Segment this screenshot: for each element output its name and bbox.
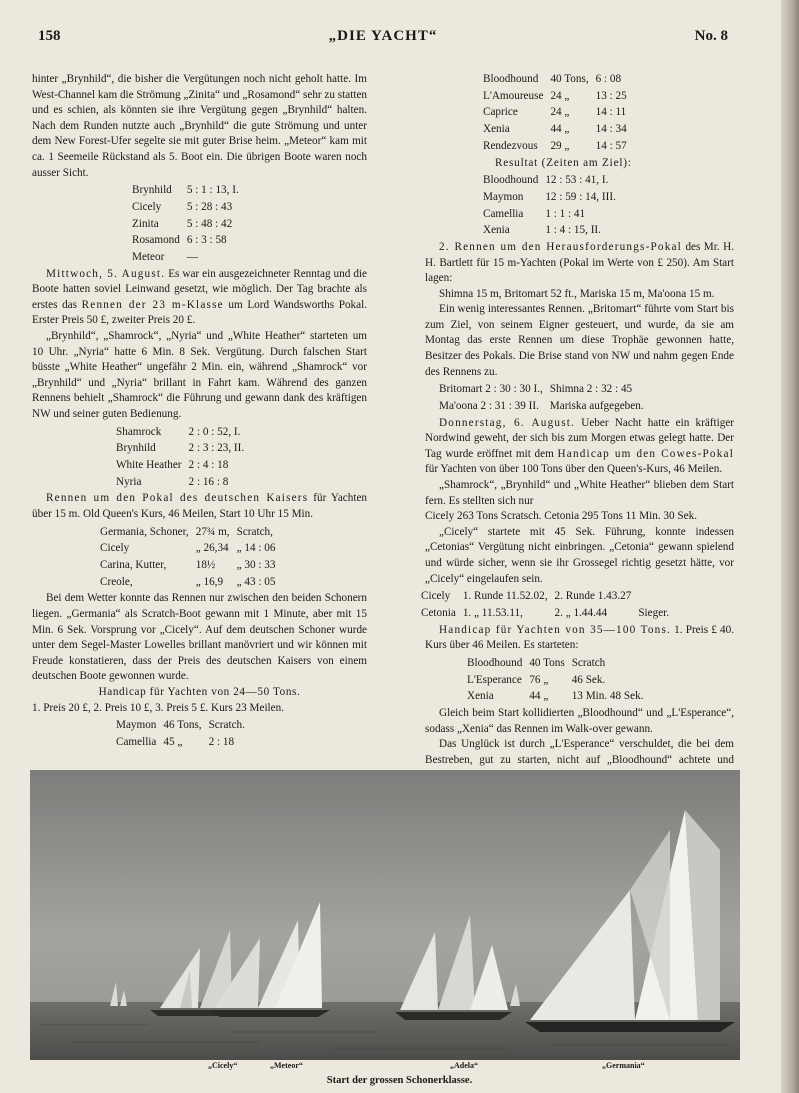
paragraph-text: 1. Preis £ 40. Kurs über 46 Meilen. Es starteten:: [425, 623, 735, 652]
result-cell-time: Scratch: [571, 656, 606, 669]
paragraph: Gleich beim Start kollidierten „Bloodhound“ und „L'Esperance“, sodass „Xenia“ das Rennen im Walk-over gewann.: [425, 706, 734, 735]
entry-line: Cicely 263 Tons Scratsch. Cetonia 295 Tons 11 Min. 30 Sek.: [425, 510, 697, 523]
result-cell-time: 6 : 3 : 58: [186, 234, 227, 247]
result-cell-tons: 44 „: [550, 123, 570, 136]
result-row: [483, 139, 632, 154]
result-cell-name: Rendezvous: [483, 139, 538, 152]
result-row: [116, 735, 250, 750]
paragraph-text: Es war ein ausgezeichneter Renntag und die Boote hatten soviel Leinwand gesetzt, wie möglich. Der Tag brachte als erstes das: [32, 267, 367, 311]
result-cell-rating: „ 26,34: [195, 542, 229, 555]
result-row: [132, 250, 244, 265]
result-cell-name: Camellia: [116, 735, 157, 748]
race-heading: Handicap für Yachten von 35—100 Tons.: [439, 623, 671, 636]
results-table: [98, 523, 282, 592]
result-cell-b: 1. „ 11.53.11,: [462, 606, 523, 619]
result-cell-name: Bloodhound: [483, 73, 539, 85]
paragraph: [425, 240, 734, 287]
result-row: [483, 89, 632, 104]
result-cell-name: Brynhild: [116, 442, 156, 455]
result-cell-time: 46 Sek.: [571, 673, 606, 686]
result-row: [483, 72, 632, 87]
paragraph-text: um Lord Wandsworths Pokal. Erster Preis 50 £, zweiter Preis 20 £.: [32, 298, 368, 327]
result-row: [116, 425, 249, 440]
result-row: [483, 105, 632, 120]
paragraph: „Shamrock“, „Brynhild“ und „White Heather“ blieben dem Start fern. Es stellten sich nur: [425, 479, 734, 507]
result-row: [132, 217, 244, 232]
result-cell-name: White Heather: [116, 459, 182, 472]
result-cell-tons: 40 Tons: [529, 656, 565, 669]
result-cell-time: „ 30 : 33: [236, 559, 276, 572]
photo-labels: [30, 1061, 740, 1075]
result-cell-time: 2 : 16 : 8: [188, 475, 229, 488]
result-row: [421, 589, 674, 604]
paragraph: „Brynhild“, „Shamrock“, „Nyria“ und „White Heather“ starteten um 10 Uhr. „Nyria“ hatte 6 Min. 8 Sek. Vergütung. Durch falschen Start büsste „White Heather“ ungefähr 2 Min. ein, während „Shamrock“ vor „Brynhild“ und „Nyria“ brillant in Fahrt kam. Während des ganzen Rennens behielt „Shamrock“ die Führung und gewann dank des kräftigen NW und seiner guten Bedienung.: [32, 330, 367, 421]
result-cell-time: 2 : 0 : 52, I.: [188, 425, 241, 438]
schooner-photo-illustration: [30, 770, 740, 1060]
result-cell-name: Xenia: [483, 224, 510, 237]
results-table: [114, 716, 252, 751]
result-cell-name: Shamrock: [116, 425, 162, 438]
result-row: [100, 558, 280, 573]
paragraph: [32, 267, 367, 329]
result-cell-time: Scratch.: [208, 719, 245, 732]
result-cell-time: 14 : 34: [595, 123, 627, 136]
result-cell-tons: 29 „: [550, 139, 570, 152]
result-row: [116, 458, 249, 473]
result-row: [421, 606, 674, 621]
journal-title: „DIE YACHT“: [328, 28, 438, 44]
label-cicely: „Cicely“: [208, 1061, 238, 1070]
result-cell-time: 2 : 18: [208, 735, 235, 748]
result-cell-name: Bloodhound: [483, 174, 539, 187]
race-heading: Handicap für Yachten von 24—50 Tons.: [98, 685, 301, 698]
result-cell-time: 12 : 53 : 41, I.: [545, 174, 609, 187]
result-row: [116, 718, 250, 733]
result-row: [100, 575, 280, 590]
result-cell-c: 2. „ 1.44.44: [554, 606, 608, 619]
result-row: [100, 525, 280, 540]
result-row: [467, 656, 649, 671]
result-cell-tons: 76 „: [529, 673, 549, 686]
result-row: [483, 122, 632, 137]
result-cell-a: Cicely: [421, 590, 451, 603]
result-row: [483, 223, 621, 238]
right-column: [421, 72, 735, 799]
result-cell-name: Nyria: [116, 475, 142, 488]
result-cell-name: Brynhild: [132, 184, 172, 197]
result-cell-time: 14 : 57: [595, 139, 627, 152]
result-cell-name: Bloodhound: [467, 656, 523, 669]
result-cell-time: 2 : 4 : 18: [188, 459, 229, 472]
result-cell-name: Maymon: [116, 719, 157, 732]
paragraph: [425, 623, 734, 654]
result-cell-time: 13 Min. 48 Sek.: [571, 690, 644, 703]
label-germania: „Germania“: [602, 1061, 645, 1070]
paragraph: 1. Preis 20 £, 2. Preis 10 £, 3. Preis 5 £. Kurs 23 Meilen.: [32, 701, 285, 714]
results-table: [481, 70, 634, 156]
result-cell-rating: 27¾ m,: [195, 525, 230, 538]
result-cell-c: 2. Runde 1.43.27: [554, 590, 632, 603]
paragraph: Ein wenig interessantes Rennen. „Britomart“ führte vom Start bis zum Ziel, von seinem Eigner gesteuert, und wurde, da sie am Montag das erste Rennen um diese Trophäe gewonnen hatte, Besitzer des Pokals. Die Brise stand von NW und nahm gegen Ende des Rennens zu.: [425, 303, 734, 378]
paragraph-text: für Yachten über 15 m. Old Queen's Kurs, 46 Meilen, Start 10 Uhr 15 Min.: [32, 492, 368, 521]
paragraph: hinter „Brynhild“, die bisher die Vergütungen noch nicht geholt hatte. Im West-Channel kam die Strömung „Zinita“ und „Rosamond“ sehr zu statten und es schien, als könnten sie ihre Vergütung gegen „Brynhild“ halten. Nach dem Runden nutzte auch „Brynhild“ die gute Strömung und unter dem New Forest-Ufer segelte sie mit guter Brise heim. „Meteor“ kam mit ca. 1 Seemeile Rückstand als 5. Boot ein. Die übrigen Boote waren noch ausser Sicht.: [32, 73, 367, 179]
result-cell-name: Xenia: [467, 690, 494, 703]
result-cell-name: Zinita: [132, 217, 159, 230]
results-table: [481, 171, 623, 240]
result-cell-time: 5 : 1 : 13, I.: [186, 184, 239, 197]
result-cell-time: Scratch,: [236, 525, 273, 538]
result-cell-tons: 46 Tons,: [163, 719, 202, 732]
result-row: [132, 200, 244, 215]
result-cell-time: 5 : 28 : 43: [186, 200, 233, 213]
race-heading: Handicap um den Cowes-Pokal: [557, 447, 734, 460]
result-cell-name: L'Amoureuse: [483, 89, 544, 102]
result-cell-name: Creole,: [100, 575, 133, 588]
result-cell-time: 12 : 59 : 14, III.: [545, 190, 616, 203]
paragraph-text: des Mr. H. H. Bartlett für 15 m-Yachten (Pokal im Werte von £ 250). Am Start lagen:: [425, 240, 734, 285]
result-cell-time: 6 : 08: [595, 73, 622, 85]
page-number: 158: [38, 28, 61, 44]
label-adela: „Adela“: [450, 1061, 478, 1070]
result-row: [132, 233, 244, 248]
result-cell-d: [638, 589, 674, 604]
paragraph: [425, 416, 734, 478]
result-cell-time: 5 : 48 : 42: [186, 217, 233, 230]
issue-number: No. 8: [694, 28, 728, 44]
race-heading: 2. Rennen um den Herausforderungs-Pokal: [439, 240, 682, 253]
result-row: [116, 441, 249, 456]
paragraph-text: Ueber Nacht hatte ein kräftiger Nordwind geweht, der sich bis zum Morgen etwas gelegt hatte. Der Tag wurde eröffnet mit dem: [425, 416, 735, 460]
race-heading: Rennen um den Pokal des deutschen Kaisers: [46, 492, 309, 505]
result-cell-name: Cicely: [100, 542, 130, 555]
result-cell-time: 13 : 25: [595, 89, 627, 102]
result-cell-time: „ 43 : 05: [236, 575, 276, 588]
result-cell-a: Britomart 2 : 30 : 30 I.,: [439, 383, 543, 396]
result-cell-rating: „ 16,9: [195, 575, 224, 588]
result-cell-a: Cetonia: [421, 606, 456, 619]
result-row: [483, 207, 621, 222]
result-row: [467, 689, 649, 704]
results-table: [465, 654, 651, 706]
date-heading: Donnerstag, 6. August.: [439, 416, 576, 429]
result-cell-name: Rosamond: [132, 234, 180, 247]
result-row: [439, 399, 649, 414]
result-cell-d: Sieger.: [638, 606, 670, 619]
result-cell-name: Camellia: [483, 207, 524, 220]
result-cell-tons: 24 „: [550, 89, 570, 102]
race-heading: Rennen der 23 m-Klasse: [81, 298, 224, 311]
page-header: [38, 28, 728, 50]
result-cell-time: 2 : 3 : 23, II.: [188, 442, 245, 455]
result-cell-time: „ 14 : 06: [236, 542, 276, 555]
result-cell-a: Ma'oona 2 : 31 : 39 II.: [439, 399, 539, 412]
result-cell-tons: 40 Tons,: [550, 73, 589, 85]
result-cell-name: Cicely: [132, 200, 162, 213]
paragraph: Bei dem Wetter konnte das Rennen nur zwischen den beiden Schonern liegen. „Germania“ als Scratch-Boot gewann mit 1 Minute, aber mit 15 Min. 6 Sek. Vorsprung vor „Cicely“. Auf dem deutschen Schoner wurde unter dem Segel-Master Lowelles brillant manövriert und wir können mit Freude konstatieren, dass der Preis des deutschen Kaisers von einem deutschen Boote gewonnen wurde.: [32, 592, 367, 683]
paragraph: [32, 491, 367, 522]
result-cell-name: Xenia: [483, 123, 510, 136]
result-cell-name: Meteor: [132, 250, 165, 263]
results-table: [419, 587, 676, 622]
result-heading: Resultat (Zeiten am Ziel):: [495, 156, 632, 169]
result-row: [483, 190, 621, 205]
yacht-race-photo: [30, 770, 740, 1060]
entry-list: Shimna 15 m, Britomart 52 ft., Mariska 15 m, Ma'oona 15 m.: [439, 287, 715, 300]
result-row: [467, 673, 649, 688]
result-cell-tons: 44 „: [529, 690, 549, 703]
result-cell-b: 1. Runde 11.52.02,: [462, 590, 548, 603]
label-meteor: „Meteor“: [270, 1061, 303, 1070]
result-cell-name: Carina, Kutter,: [100, 559, 167, 572]
result-cell-time: 1 : 4 : 15, II.: [545, 224, 601, 237]
paragraph: „Cicely“ startete mit 45 Sek. Führung, konnte indessen „Cetonias“ Vergütung nicht einbringen. „Cetonia“ gewann spielend und würde sicher, wenn sie ihr Grossegel richtig gesetzt hätte, vor „Cicely“ eingelaufen sein.: [425, 525, 734, 585]
result-cell-name: Germania, Schoner,: [100, 525, 189, 538]
result-cell-b: Mariska aufgegeben.: [549, 399, 644, 412]
paragraph-text: für Yachten von über 100 Tons über den Queen's-Kurs, 46 Meilen.: [425, 463, 723, 476]
paragraph: Das Unglück ist durch „L'Esperance“ verschuldet, die bei dem Bestreben, gut zu starten, nicht auf „Bloodhound“ achtete und: [425, 738, 734, 766]
left-column: [32, 72, 367, 752]
result-cell-name: Maymon: [483, 190, 524, 203]
result-row: [132, 183, 244, 198]
result-cell-time: —: [186, 250, 199, 263]
result-cell-b: Shimna 2 : 32 : 45: [549, 383, 633, 396]
result-cell-name: L'Esperance: [467, 673, 522, 686]
photo-caption: Start der grossen Schonerklasse.: [326, 1075, 473, 1086]
date-heading: Mittwoch, 5. August.: [46, 267, 166, 280]
result-row: [439, 382, 649, 397]
result-row: [116, 475, 249, 490]
result-cell-rating: 18½: [195, 559, 216, 572]
result-cell-name: Caprice: [483, 106, 518, 119]
result-row: [483, 173, 621, 188]
results-table: [437, 380, 651, 415]
result-row: [100, 541, 280, 556]
result-cell-tons: 45 „: [163, 735, 183, 748]
page-edge: [781, 0, 799, 1093]
results-table: [114, 423, 251, 492]
result-cell-tons: 24 „: [550, 106, 570, 119]
result-cell-time: 1 : 1 : 41: [545, 207, 586, 220]
result-cell-time: 14 : 11: [595, 106, 627, 119]
results-table: [130, 181, 246, 267]
